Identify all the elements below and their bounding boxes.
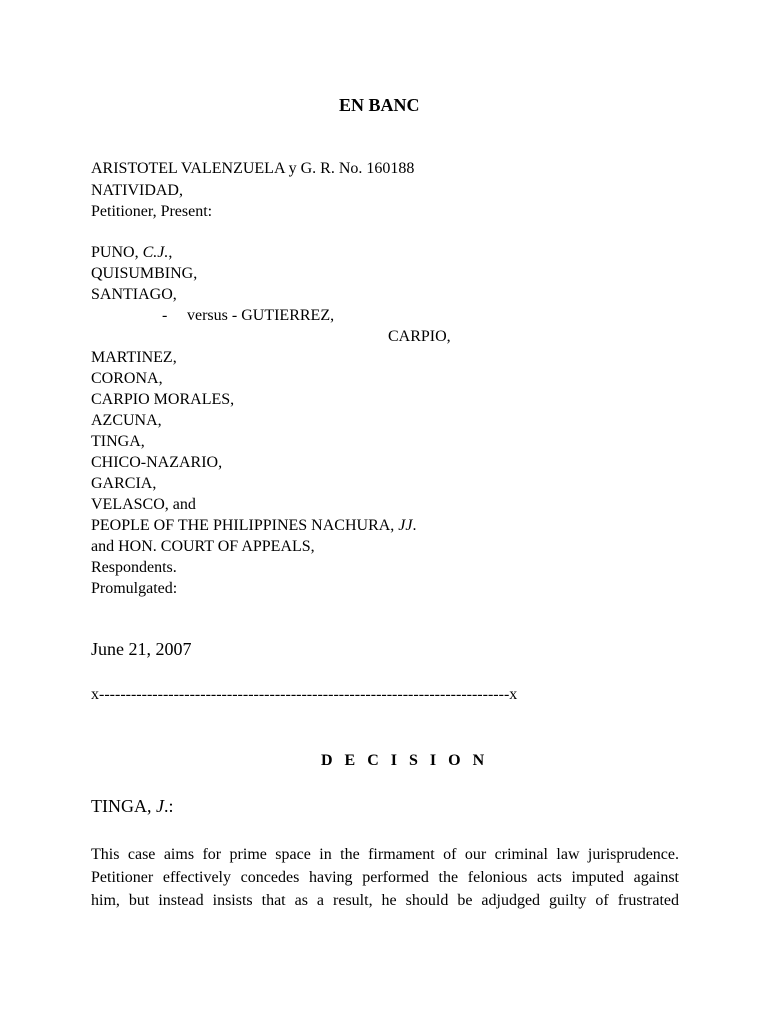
caption-petitioner-line3: Petitioner, Present: — [91, 203, 213, 220]
decision-paragraph-line-1: This case aims for prime space in the firmament of our criminal law jurisprudence. — [91, 846, 679, 863]
justice-velasco: VELASCO, and — [91, 496, 196, 513]
promulgation-date: June 21, 2007 — [91, 639, 192, 659]
promulgated-label: Promulgated: — [91, 580, 178, 597]
justice-puno — [91, 242, 172, 263]
justice-tinga: TINGA, — [91, 433, 145, 450]
justice-azcuna: AZCUNA, — [91, 412, 162, 429]
respondent-people-text: PEOPLE OF THE PHILIPPINES NACHURA, — [91, 517, 399, 534]
justice-quisumbing: QUISUMBING, — [91, 265, 198, 282]
decision-paragraph-line-2: Petitioner effectively concedes having performed the felonious acts imputed against — [91, 869, 679, 886]
respondents-label: Respondents. — [91, 559, 177, 576]
versus-dash: - — [162, 307, 168, 324]
caption-petitioner-line2: NATIVIDAD, — [91, 182, 183, 199]
justices-jj: JJ — [398, 517, 413, 534]
ponente-title: J — [156, 796, 164, 816]
justice-puno-title: C.J. — [142, 244, 169, 261]
respondent-people-nachura — [91, 515, 417, 536]
en-banc-heading: EN BANC — [339, 95, 420, 115]
justice-puno-name: PUNO, — [91, 244, 143, 261]
decision-title: D E C I S I O N — [321, 752, 489, 769]
ponente-end: .: — [164, 796, 174, 816]
justice-chico-nazario: CHICO-NAZARIO, — [91, 454, 223, 471]
respondent-court-of-appeals: and HON. COURT OF APPEALS, — [91, 538, 315, 555]
justice-garcia: GARCIA, — [91, 475, 157, 492]
justice-santiago: SANTIAGO, — [91, 286, 177, 303]
justice-corona: CORONA, — [91, 370, 163, 387]
justice-carpio: CARPIO, — [388, 328, 451, 345]
decision-paragraph-line-3: him, but instead insists that as a result, he should be adjudged guilty of frustrated — [91, 892, 679, 909]
justice-martinez: MARTINEZ, — [91, 349, 177, 366]
ponente-line — [91, 796, 174, 817]
justice-puno-comma: , — [168, 244, 173, 261]
justice-carpio-morales: CARPIO MORALES, — [91, 391, 235, 408]
separator-line: x-----------------------------------------------------------------------------x — [91, 686, 518, 703]
respondent-people-period: . — [412, 517, 417, 534]
ponente-name: TINGA, — [91, 796, 156, 816]
caption-petitioner-line1: ARISTOTEL VALENZUELA y G. R. No. 160188 — [91, 160, 415, 177]
versus-gutierrez: versus - GUTIERREZ, — [187, 307, 335, 324]
